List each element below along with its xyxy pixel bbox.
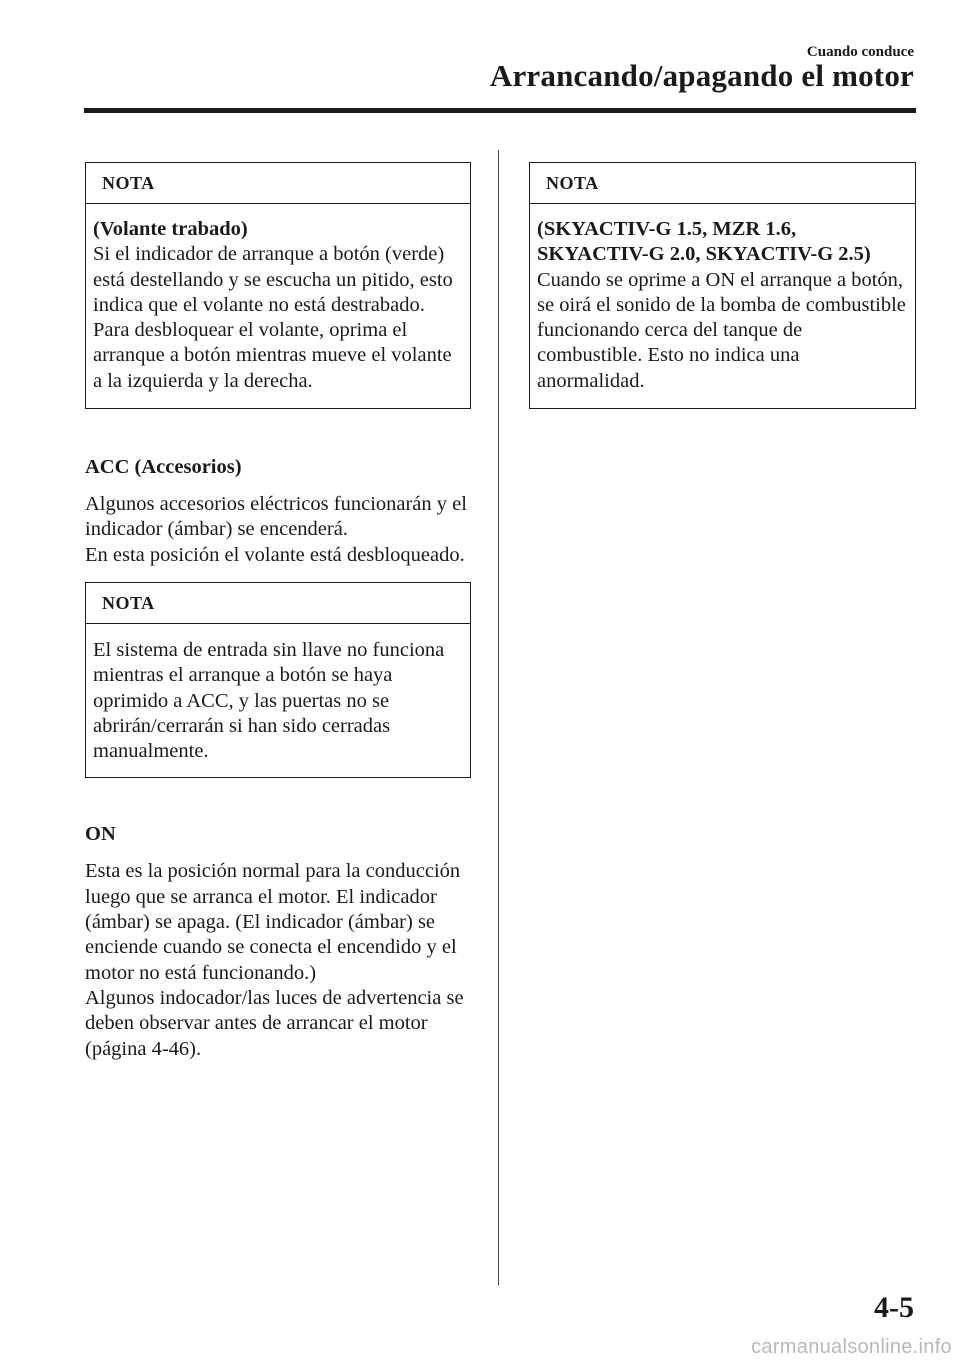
header-section: Cuando conduce <box>806 44 914 60</box>
note-title: (SKYACTIV-G 1.5, MZR 1.6, SKYACTIV-G 2.0, SKYACTIV-G 2.5) <box>537 218 871 266</box>
note-text: Si el indicador de arranque a botón (verde) está destellando y se escucha un pitido, esto indica que el volante no está destrabado. Para desbloquear el volante, oprima el arranque a botón mientras mueve el volante a la izquierda y la derecha. <box>93 243 453 392</box>
column-divider <box>498 150 499 1285</box>
note-body <box>530 204 915 408</box>
note-box-skyactiv <box>529 162 916 409</box>
page-number: 4-5 <box>874 1291 914 1324</box>
note-box-acc <box>85 582 471 778</box>
note-text: El sistema de entrada sin llave no funciona mientras el arranque a botón se haya oprimido a ACC, y las puertas no se abrirán/cerrarán si han sido cerradas manualmente. <box>93 638 445 763</box>
section-heading-acc: ACC (Accesorios) <box>85 456 242 479</box>
note-text: Cuando se oprime a ON el arranque a botón, se oirá el sonido de la bomba de combustible funcionando cerca del tanque de combustible. Esto no indica una anormalidad. <box>537 268 906 392</box>
note-box-volante <box>85 162 471 409</box>
note-label: NOTA <box>86 583 470 624</box>
section-heading-on: ON <box>85 823 116 846</box>
paragraph: Algunos indocador/las luces de advertencia se deben observar antes de arrancar el motor (página 4-46). <box>85 986 464 1060</box>
note-title: (Volante trabado) <box>93 218 248 240</box>
paragraph: En esta posición el volante está desbloqueado. <box>85 543 465 566</box>
left-column <box>85 162 471 1062</box>
page-title: Arrancando/apagando el motor <box>489 58 914 93</box>
note-body <box>86 624 470 777</box>
note-label: NOTA <box>530 163 915 204</box>
paragraph: Esta es la posición normal para la conducción luego que se arranca el motor. El indicador (ámbar) se apaga. (El indicador (ámbar) se enciende cuando se conecta el encendido y el motor no está funcionando.) <box>85 860 461 984</box>
right-column <box>529 162 916 409</box>
note-body <box>86 204 470 408</box>
note-label: NOTA <box>86 163 470 204</box>
header-rule <box>84 108 916 113</box>
paragraph: Algunos accesorios eléctricos funcionarán y el indicador (ámbar) se encenderá. <box>85 493 467 541</box>
watermark-text: carmanualsonline.info <box>751 1336 952 1358</box>
